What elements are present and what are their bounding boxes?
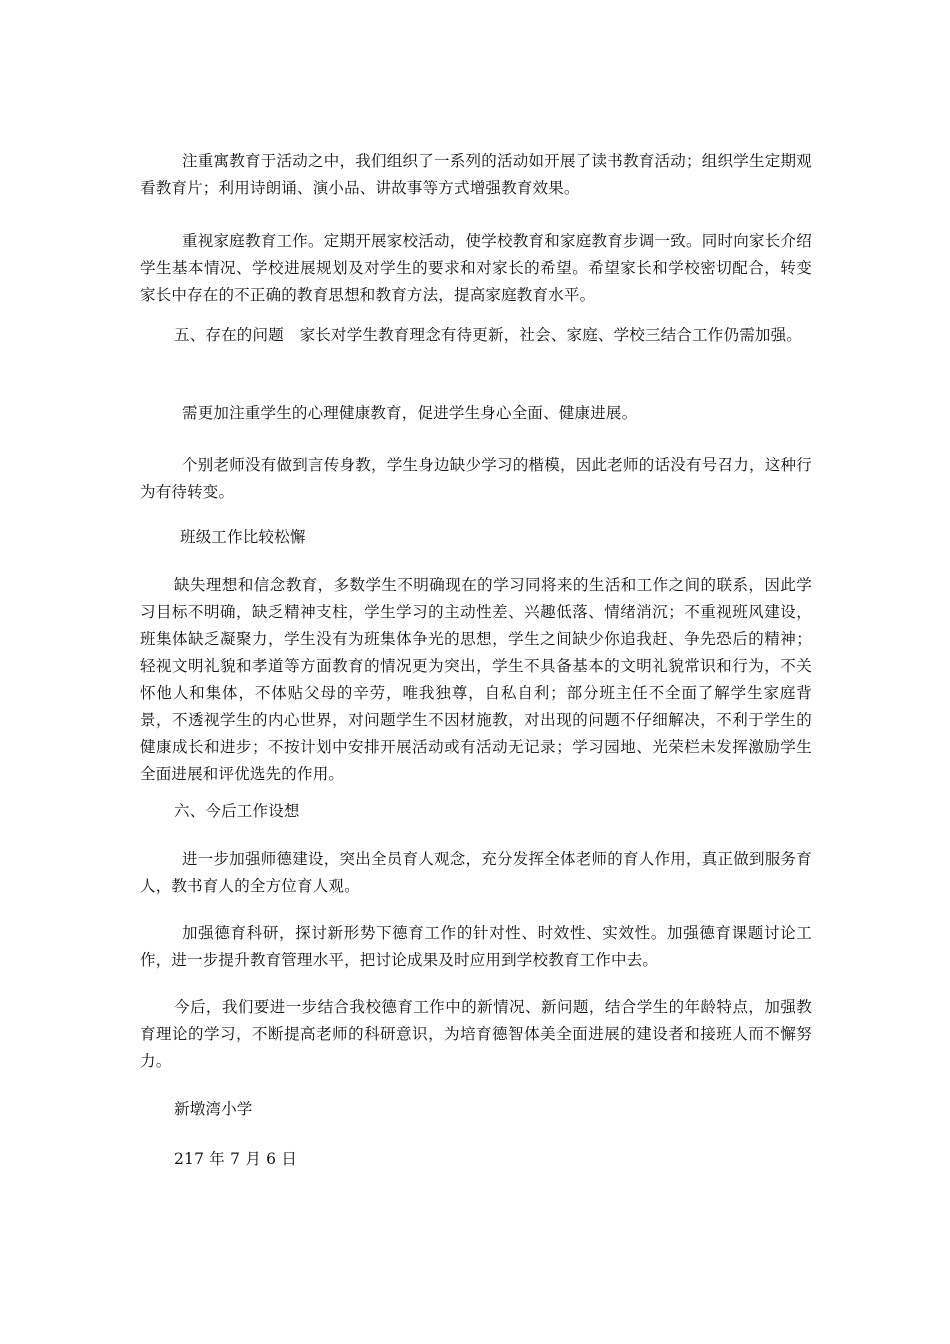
paragraph-activity-education: 注重寓教育于活动之中，我们组织了一系列的活动如开展了读书教育活动；组织学生定期观看教育片；利用诗朗诵、演小品、讲故事等方式增强教育效果。 xyxy=(140,152,812,197)
paragraph-moral-research: 加强德育科研，探讨新形势下德育工作的针对性、时效性、实效性。加强德育课题讨论工作，进一步提升教育管理水平，把讨论成果及时应用到学校教育工作中去。 xyxy=(140,924,812,969)
document-date: 217 年 7 月 6 日 xyxy=(174,1150,298,1168)
paragraph-class-work: 班级工作比较松懈 xyxy=(180,528,306,546)
school-name: 新墩湾小学 xyxy=(174,1100,253,1118)
section-6-plans: 六、今后工作设想 xyxy=(174,802,300,820)
section-5-problems: 五、存在的问题 家长对学生教育理念有待更新，社会、家庭、学校三结合工作仍需加强。 xyxy=(174,326,803,344)
paragraph-family-education: 重视家庭教育工作。定期开展家校活动，使学校教育和家庭教育步调一致。同时向家长介绍学生基本情况、学校进展规划及对学生的要求和对家长的希望。希望家长和学校密切配合，转变家长中存在的不正确的教育思想和教育方法，提高家庭教育水平。 xyxy=(140,232,812,304)
paragraph-teacher-example: 个别老师没有做到言传身教，学生身边缺少学习的楷模，因此老师的话没有号召力，这种行为有待转变。 xyxy=(140,456,812,501)
paragraph-missing-ideals: 缺失理想和信念教育，多数学生不明确现在的学习同将来的生活和工作之间的联系，因此学习目标不明确，缺乏精神支柱，学生学习的主动性差、兴趣低落、情绪消沉；不重视班风建设，班集体缺乏凝聚力，学生没有为班集体争光的思想，学生之间缺少你追我赶、争先恐后的精神；轻视文明礼貌和孝道等方面教育的情况更为突出，学生不具备基本的文明礼貌常识和行为，不关怀他人和集体，不体贴父母的辛劳，唯我独尊，自私自利；部分班主任不全面了解学生家庭背景，不透视学生的内心世界，对问题学生不因材施教，对出现的问题不仔细解决，不利于学生的健康成长和进步；不按计划中安排开展活动或有活动无记录；学习园地、光荣栏未发挥激励学生全面进展和评优选先的作用。 xyxy=(140,576,812,783)
paragraph-future: 今后，我们要进一步结合我校德育工作中的新情况、新问题，结合学生的年龄特点，加强教育理论的学习，不断提高老师的科研意识，为培育德智体美全面进展的建设者和接班人而不懈努力。 xyxy=(140,998,812,1070)
paragraph-teacher-ethics: 进一步加强师德建设，突出全员育人观念，充分发挥全体老师的育人作用，真正做到服务育人，教书育人的全方位育人观。 xyxy=(140,850,812,895)
paragraph-mental-health: 需更加注重学生的心理健康教育，促进学生身心全面、健康进展。 xyxy=(182,404,638,422)
